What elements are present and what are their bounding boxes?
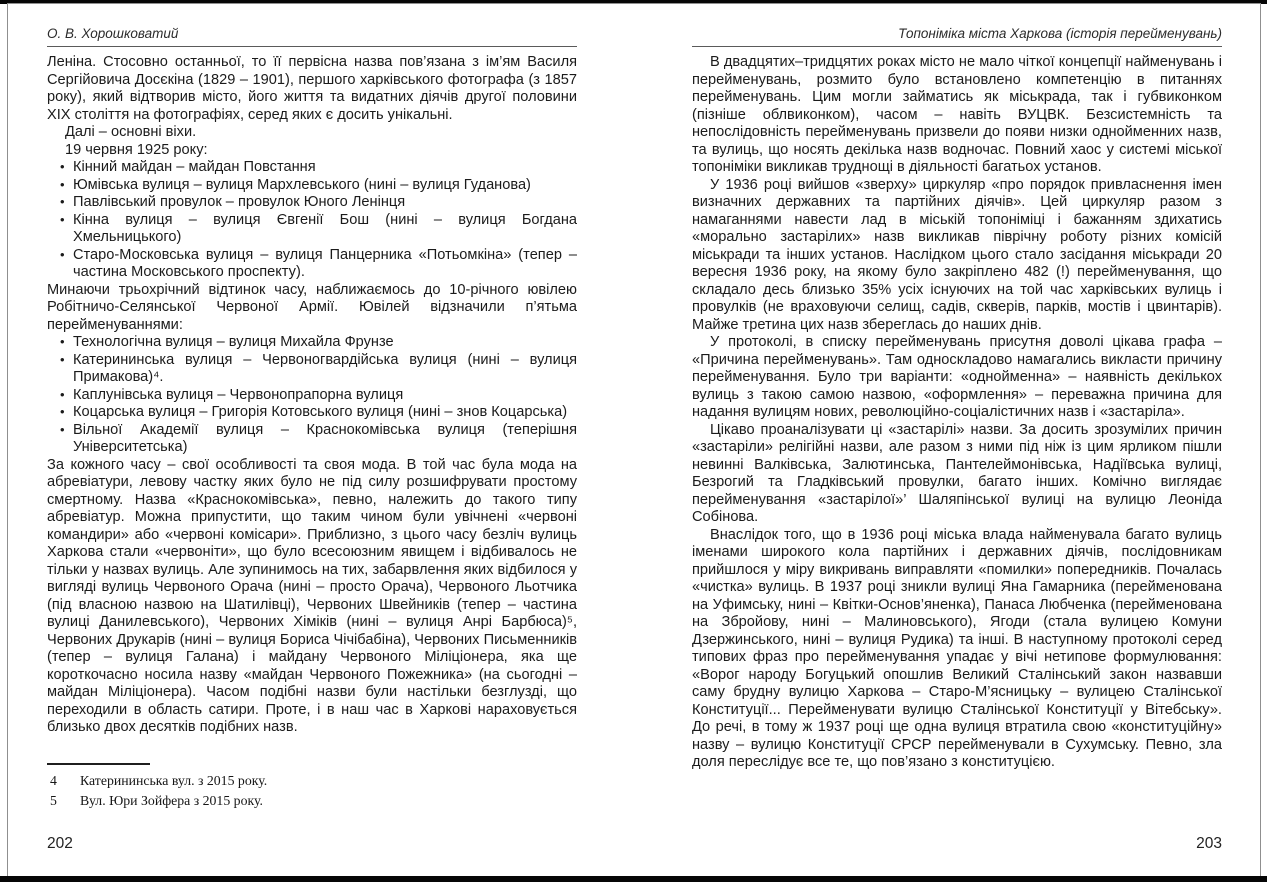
list-item-text: Старо-Московська вулиця – вулиця Панцерника «Потьомкіна» (тепер – частина Московського проспекту). [73,246,577,280]
list-item [47,177,577,195]
paragraph: Минаючи трьохрічний відтинок часу, наближаємось до 10-річного ювілею Робітничо-Селянської Червоної Армії. Ювілей відзначили п’ятьма перейменуваннями: [47,281,577,333]
list-item-text: Кінна вулиця – вулиця Євгенії Бош (нині – вулиця Богдана Хмельницького) [73,211,577,245]
bullet-list [47,334,577,457]
bullet-icon: • [60,421,65,437]
list-item-text: Кінний майдан – майдан Повстання [73,159,316,175]
bullet-icon: • [60,334,65,349]
footnote [47,791,577,811]
bullet-icon: • [60,246,65,262]
list-item [47,404,577,422]
page-number-left: 202 [47,835,73,852]
paragraph: За кожного часу – свої особливості та своя мода. В той час була мода на абревіатури, левову частку яких було не під силу розшифрувати простому смертному. Назва «Краснокомівська», певно, належить до такого типу абревіатур. Можна припустити, що таким чином були увічнені «червоні командири» або «червоні комісари». Приблизно, з цього часу безліч вулиць Харкова стали «червоніти», що було всесоюзним явищем і відбивалось не тільки у назвах вулиць. Але зупинимось на тих, забарвлення яких відбилося у вигляді вулиць Червоного Орача (нині – просто Орача), Червоного Льотчика (під власною назвою на Шатилівці), Червоних Швейників (тепер – частина вулиці Данилевського), Червоних Хіміків (нині – вулиця Анрі Барбюса)⁵, Червоних Друкарів (нині – вулиця Бориса Чічібабіна), Червоних Письменників (тепер – вулиця Галана) і майдану Червоного Міліціонера, яка ще короткочасно носила назву «майдан Червоного Пожежника» (на сьогодні – майдан Міліціонера). Часом подібні назви були настільки безглузді, що переходили в область сатири. Проте, і в наш час в Харкові нараховується близько двох десятків подібних назв. [47,456,577,735]
top-scan-bar [0,0,1267,4]
paragraph: Цікаво проаналізувати ці «застарілі» назви. За досить зрозумілих причин «застаріли» релігійні назви, але разом з ними під ніж із цим ярликом пішли невинні Валківська, Залютинська, Пантелеймонівська, Надіївська вулиці, Безрогий та Гладківський провулки, багато інших. Комічно виглядає перейменування «застарілої»’ Шаляпінської вулиці на вулицю Леоніда Собінова. [692,421,1222,525]
list-item [47,159,577,177]
list-item-text: Коцарська вулиця – Григорія Котовського вулиця (нині – знов Коцарська) [73,404,568,420]
left-page [47,26,577,737]
list-item-text: Юмівська вулиця – вулиця Мархлевського (нині – вулиця Гуданова) [73,176,531,193]
running-head-author: О. В. Хорошковатий [47,26,577,47]
bullet-icon: • [60,176,65,192]
bullet-icon: • [60,211,65,227]
left-page-body [47,54,577,737]
footnote-text: Катерининська вул. з 2015 року. [80,773,268,788]
footnote-text: Вул. Юри Зойфера з 2015 року. [80,793,263,808]
list-item-text: Вільної Академії вулиця – Краснокомівська вулиця (теперішня Університетська) [73,421,577,455]
bullet-list [47,159,577,282]
right-page-body [692,54,1222,772]
paragraph: Далі – основні віхи. [65,124,197,140]
list-item-text: Каплунівська вулиця – Червонопрапорна вулиця [73,386,404,403]
list-item-text: Павлівський провулок – провулок Юного Ленінця [73,194,406,210]
paragraph: Леніна. Стосовно останньої, то її первісна назва пов’язана з ім’ям Василя Сергійовича Досєкіна (1829 – 1901), першого харківського фотографа (з 1857 року), який відтворив місто, його життя та видатних діячів другої половини XIX століття на фотографіях, серед яких є досить унікальні. [47,54,577,123]
paragraph: У 1936 році вийшов «зверху» циркуляр «про порядок привласнення імен визначних державних та партійних діячів». Цей циркуляр разом з намаганнями навести лад в міській топоніміці і бажанням здихатись «морально застарілих» назв викликав піврічну роботу різних комісій міськради та інших установ. Наслідком цього стало засідання міськради 20 вересня 1936 року, на якому було закріплено 482 (!) перейменування, що складало десь близько 35% усіх існуючих на той час харківських вулиць і провулків (не враховуючи селищ, садів, скверів, парків, мостів і цвинтарів). Майже третина цих назв збереглась до наших днів. [692,176,1222,333]
list-item [47,212,577,247]
list-item [47,194,577,212]
bullet-icon: • [60,159,65,174]
list-item-text: Катерининська вулиця – Червоногвардійська вулиця (нині – вулиця Примакова)⁴. [73,351,577,385]
bullet-icon: • [60,404,65,419]
bullet-icon: • [60,194,65,209]
page-number-right: 203 [1196,835,1222,852]
paragraph: Внаслідок того, що в 1936 році міська влада найменувала багато вулиць іменами широкого кола партійних і державних діячів, послідовникам прийшлося у міру викривань виправляти «помилки» попередників. Почалась «чистка» вулиць. В 1937 році зникли вулиці Яна Гамарника (перейменована на Уфимську, нині – Квітки-Основ’яненка), Панаса Любченка (перейменована на Збройову, нині – Малиновського), Ягоди (стала вулицею Комуни Дзержинського, нині – вулиця Рудика) та інші. В наступному протоколі серед типових фраз про перейменування упадає у вічі нетипове формулювання: «Ворог народу Богуцький опошлив Великий Сталінський закон назвавши саму брудну вулицю Харкова – Старо-М’ясницьку – вулицею Сталінської Конституції... Перейменувати вулицю Сталінської Конституції у Вітебську». До речі, в тому ж 1937 році ще одна вулиця втратила свою «конституційну» назву – вулицю Конституції СРСР перейменували в Сухумську. Певно, зла доля переслідує все те, що пов’язано з конституцією. [692,526,1222,770]
paragraph: 19 червня 1925 року: [65,141,208,158]
running-head-title: Топоніміка міста Харкова (історія перейменувань) [692,26,1222,47]
paragraph: У протоколі, в списку перейменувань присутня доволі цікава графа – «Причина перейменувань». Там односкладово намагались викласти причину перейменування. Було три варіанти: «однойменна» – наявність декількох вулиць з такою самою назвою, «оформлення» – переважна причина для надання вулицям нових, революційно-соціалістичних назв і «застаріла». [692,334,1222,420]
list-item [47,422,577,457]
list-item [47,334,577,352]
bottom-scan-bar [0,876,1267,882]
right-page [692,26,1222,772]
list-item-text: Технологічна вулиця – вулиця Михайла Фрунзе [73,334,394,350]
footnotes-block [47,763,577,811]
bullet-icon: • [60,351,65,367]
footnote-number: 5 [50,793,57,808]
footnote [47,771,577,791]
paragraph: В двадцятих–тридцятих роках місто не мало чіткої концепції найменувань і перейменувань, розмито було встановлено компетенцію в питаннях перейменувань. Цим могли займатись як міськрада, так і губвиконком (пізніше облвиконком), часом – навіть ВУЦВК. Безсистемність та непослідовність перейменувань призвели до появи низки однойменних назв, та вулиць, що носять декілька назв водночас. Повний хаос у системі міської топоніміки викликав труднощі в діяльності багатьох установ. [692,54,1222,175]
footnote-number: 4 [50,773,57,788]
list-item [47,387,577,405]
bullet-icon: • [60,386,65,402]
list-item [47,352,577,387]
list-item [47,247,577,282]
footnote-rule [47,763,150,765]
